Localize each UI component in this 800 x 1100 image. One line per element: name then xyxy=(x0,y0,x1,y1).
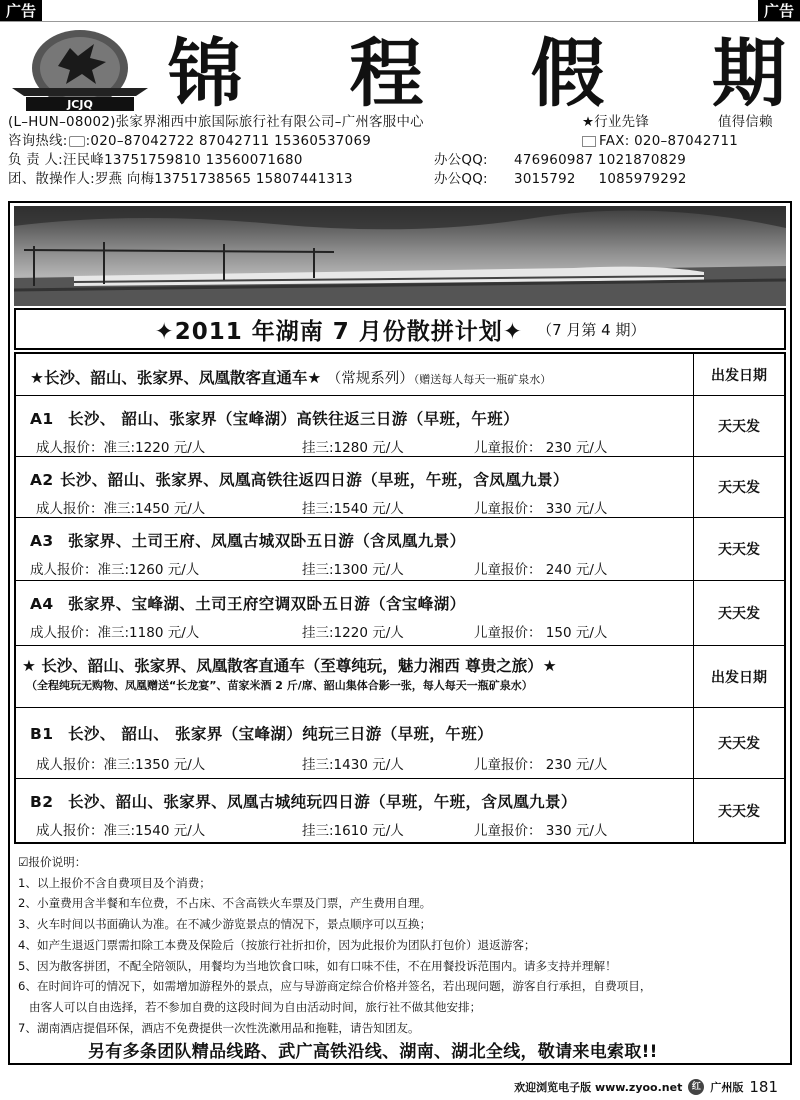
adult-price: 成人报价：准三:1350 元/人 xyxy=(36,757,206,773)
departure: 天天发 xyxy=(718,803,760,820)
notes-heading: ☑报价说明： xyxy=(18,855,87,869)
qq2-label: 办公QQ: xyxy=(434,172,488,187)
route-name: 长沙、韶山、张家界、凤凰高铁往返四日游（早班，午班，含凤凰九景） xyxy=(60,471,569,489)
note-item: 7、湖南酒店提倡环保，酒店不免费提供一次性洗漱用品和拖鞋，请告知团友。 xyxy=(18,1020,420,1035)
section-title-text: ★长沙、韶山、张家界、凤凰散客直通车★ xyxy=(30,369,322,387)
route-name: 张家界、土司王府、凤凰古城双卧五日游（含凤凰九景） xyxy=(68,532,466,550)
route-name: 长沙、 韶山、张家界（宝峰湖）高铁往返三日游（早班，午班） xyxy=(68,410,519,428)
company-line xyxy=(8,113,792,132)
operators-line xyxy=(8,170,792,189)
page-footer xyxy=(514,1078,778,1096)
departure: 天天发 xyxy=(718,736,760,752)
brand-char: 期 xyxy=(711,31,788,117)
route-title xyxy=(30,592,466,614)
company-logo xyxy=(6,26,154,112)
child-price: 儿童报价： 240 元/人 xyxy=(474,562,608,578)
note-item: 3、火车时间以书面确认为准。在不减少游览景点的情况下，景点顺序可以互换； xyxy=(18,917,432,932)
route-row xyxy=(16,396,784,457)
slogan-2: 值得信赖 xyxy=(718,115,773,130)
brand-char: 假 xyxy=(530,31,607,117)
route-code: A4 xyxy=(30,595,54,613)
ad-tag-right: 广告 xyxy=(758,0,800,22)
qq1: 476960987 1021870829 xyxy=(514,153,687,168)
route-code: A1 xyxy=(30,410,54,428)
plan-title xyxy=(14,308,786,350)
departure: 天天发 xyxy=(718,542,760,558)
section-header xyxy=(16,354,784,396)
hotline-numbers: :020–87042722 87042711 15360537069 xyxy=(85,134,372,149)
section-header xyxy=(16,646,784,708)
section-title: ★ 长沙、韶山、张家界、凤凰散客直通车（至尊纯玩，魅力湘西 尊贵之旅）★ xyxy=(22,657,557,675)
route-title xyxy=(30,529,466,551)
route-title xyxy=(30,790,577,812)
fax xyxy=(582,132,738,151)
logo-text: JCJQ xyxy=(67,98,93,111)
section-gift: （赠送每人每天一瓶矿泉水） xyxy=(413,373,552,386)
route-code: A2 xyxy=(30,471,54,489)
operators-label: 团、散操作人: xyxy=(8,172,95,187)
date-header: 出发日期 xyxy=(711,367,767,384)
adult-price: 成人报价：准三:1450 元/人 xyxy=(36,501,206,517)
departure: 天天发 xyxy=(718,480,760,496)
note-item: 1、以上报价不含自费项目及个消费； xyxy=(18,875,211,890)
closing-line: 另有多条团队精品线路、武广高铁沿线、湖南、湖北全线，敬请来电索取!! xyxy=(88,1037,658,1065)
child-price: 儿童报价： 150 元/人 xyxy=(474,625,608,641)
note-item: 6、在时间许可的情况下，如需增加游程外的景点，应与导游商定综合价格并签名，若出现问题，游客自行承担，自费项目， xyxy=(18,979,652,994)
route-name: 长沙、 韶山、 张家界（宝峰湖）纯玩三日游（早班，午班） xyxy=(68,725,493,743)
adult-price: 成人报价：准三:1220 元/人 xyxy=(36,440,206,456)
section-note: （全程纯玩无购物、凤凰赠送“长龙宴”、苗家米酒 2 斤/席、韶山集体合影一张，每人每天一瓶矿泉水） xyxy=(26,679,533,692)
license-line: (L–HUN–08002)张家界湘西中旅国际旅行社有限公司–广州客服中心 xyxy=(8,115,424,130)
hotline-line xyxy=(8,132,792,151)
fax-icon xyxy=(582,136,596,147)
manager-label: 负 责 人: xyxy=(8,153,63,168)
route-row xyxy=(16,779,784,842)
adult-price: 成人报价：准三:1180 元/人 xyxy=(30,625,200,641)
departure: 天天发 xyxy=(718,606,760,622)
route-table xyxy=(14,352,786,844)
departure: 天天发 xyxy=(718,419,760,435)
note-item: 4、如产生退返门票需扣除工本费及保险后（按旅行社折扣价，因为此报价为团队打包价）退返游客； xyxy=(18,937,536,952)
operators: 罗燕 向梅13751738565 15807441313 xyxy=(94,172,353,187)
manager: 汪民峰13751759810 13560071680 xyxy=(63,153,303,168)
qq1-label: 办公QQ: xyxy=(434,153,488,168)
route-code: B2 xyxy=(30,793,54,811)
brand-char: 程 xyxy=(349,31,426,117)
phone-icon xyxy=(69,136,85,147)
brand-char: 锦 xyxy=(168,31,244,117)
child-price: 儿童报价： 230 元/人 xyxy=(474,757,608,773)
slogan-1: ★行业先锋 xyxy=(582,115,650,130)
brand-title xyxy=(168,24,788,117)
plan-title-main: ✦2011 年湖南 7 月份散拼计划✦ xyxy=(154,318,524,345)
fax-label: FAX: xyxy=(599,134,630,149)
page-number: 181 xyxy=(749,1078,778,1096)
hang-price: 挂三:1430 元/人 xyxy=(302,757,404,773)
qq2: 3015792 1085979292 xyxy=(514,172,687,187)
hang-price: 挂三:1280 元/人 xyxy=(302,440,404,456)
section-series: （常规系列） xyxy=(326,371,414,387)
route-name: 长沙、韶山、张家界、凤凰古城纯玩四日游（早班，午班，含凤凰九景） xyxy=(68,793,577,811)
route-title xyxy=(30,468,569,490)
hang-price: 挂三:1300 元/人 xyxy=(302,562,404,578)
route-name: 张家界、宝峰湖、土司王府空调双卧五日游（含宝峰湖） xyxy=(68,595,466,613)
section-title xyxy=(30,366,551,388)
child-price: 儿童报价： 230 元/人 xyxy=(474,440,608,456)
route-code: B1 xyxy=(30,725,54,743)
adult-price: 成人报价：准三:1260 元/人 xyxy=(30,562,200,578)
note-item: 2、小童费用含半餐和车位费，不占床、不含高铁火车票及门票，产生费用自理。 xyxy=(18,896,432,911)
route-title xyxy=(30,722,493,744)
footer-edition: 广州版 xyxy=(710,1081,744,1094)
train-photo xyxy=(14,206,786,306)
route-row xyxy=(16,708,784,779)
hang-price: 挂三:1610 元/人 xyxy=(302,823,404,839)
adult-price: 成人报价：准三:1540 元/人 xyxy=(36,823,206,839)
route-title xyxy=(30,407,519,429)
footer-welcome: 欢迎浏览电子版 www.zyoo.net xyxy=(514,1081,683,1094)
date-header: 出发日期 xyxy=(711,669,767,686)
route-row xyxy=(16,518,784,581)
hotline-label: 咨询热线: xyxy=(8,134,68,149)
route-row xyxy=(16,581,784,646)
plan-issue: （7 月第 4 期） xyxy=(537,320,646,339)
note-item: 5、因为散客拼团，不配全陪领队，用餐均为当地饮食口味，如有口味不佳，不在用餐投诉范围内。请多支持并理解！ xyxy=(18,958,617,973)
price-notes xyxy=(18,852,788,1038)
manager-line xyxy=(8,151,792,170)
route-row xyxy=(16,457,784,518)
site-icon: 红 xyxy=(688,1079,704,1095)
route-code: A3 xyxy=(30,532,54,550)
hang-price: 挂三:1540 元/人 xyxy=(302,501,404,517)
note-item: 由客人可以自由选择，若不参加自费的这段时间为自由活动时间，旅行社不做其他安排； xyxy=(18,999,482,1014)
hang-price: 挂三:1220 元/人 xyxy=(302,625,404,641)
fax-number: 020–87042711 xyxy=(634,134,739,149)
child-price: 儿童报价： 330 元/人 xyxy=(474,501,608,517)
child-price: 儿童报价： 330 元/人 xyxy=(474,823,608,839)
ad-tag-left: 广告 xyxy=(0,0,42,22)
